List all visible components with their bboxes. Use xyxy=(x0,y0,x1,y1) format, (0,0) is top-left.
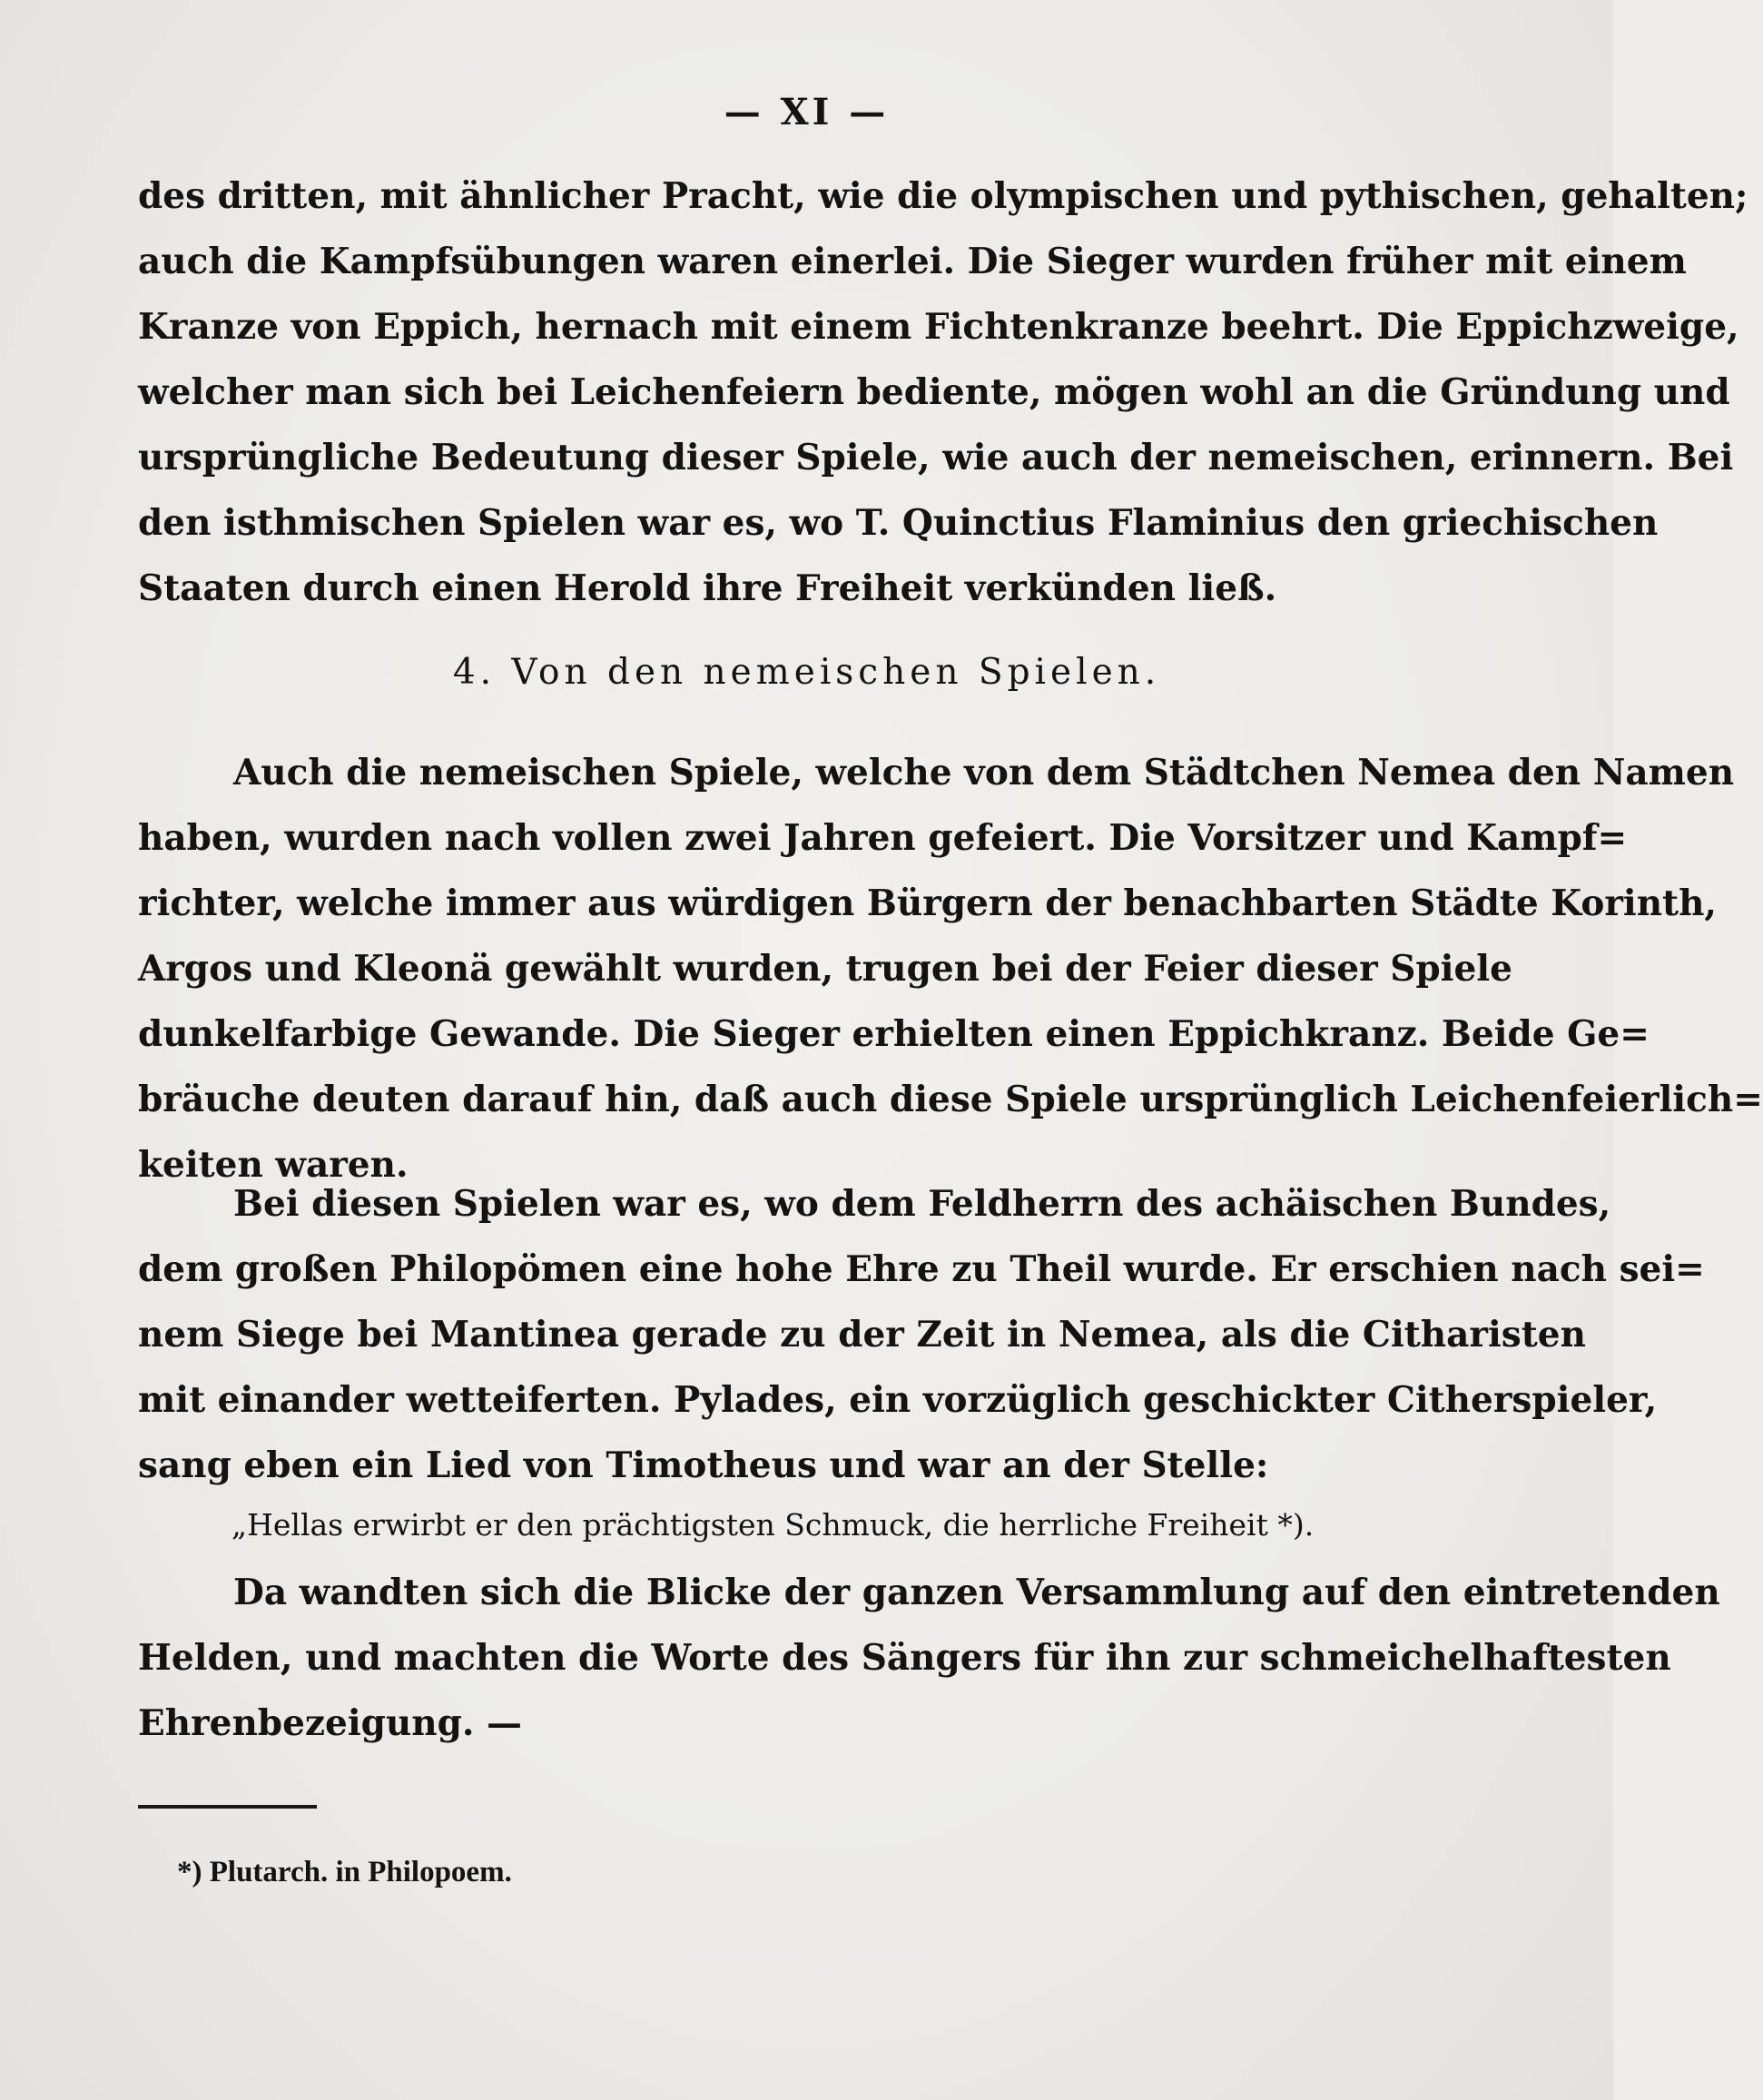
text-line: Auch die nemeischen Spiele, welche von dem Städtchen Nemea den Namen xyxy=(233,752,1735,794)
text-line: dunkelfarbige Gewande. Die Sieger erhielten einen Eppichkranz. Beide Ge= xyxy=(138,1013,1650,1055)
text-line: dem großen Philopömen eine hohe Ehre zu Theil wurde. Er erschien nach sei= xyxy=(138,1248,1705,1290)
text-line: den isthmischen Spielen war es, wo T. Quinctius Flaminius den griechischen xyxy=(138,502,1659,544)
paragraph-4 xyxy=(138,1560,1720,1756)
text-line: des dritten, mit ähnlicher Pracht, wie die olympischen und pythischen, gehalten; xyxy=(138,175,1748,217)
text-line: mit einander wetteiferten. Pylades, ein vorzüglich geschickter Citherspieler, xyxy=(138,1379,1658,1421)
verse-quote: „Hellas erwirbt er den prächtigsten Schmuck, die herrliche Freiheit *). xyxy=(231,1507,1315,1543)
paragraph-1 xyxy=(138,163,1748,621)
page-number: — XI — xyxy=(724,91,890,133)
text-line: welcher man sich bei Leichenfeiern bediente, mögen wohl an die Gründung und xyxy=(138,371,1730,413)
text-line: Da wandten sich die Blicke der ganzen Versammlung auf den eintretenden xyxy=(233,1572,1720,1613)
text-line: Kranze von Eppich, hernach mit einem Fichtenkranze beehrt. Die Eppichzweige, xyxy=(138,306,1739,348)
text-line: ursprüngliche Bedeutung dieser Spiele, wie auch der nemeischen, erinnern. Bei xyxy=(138,437,1734,478)
paragraph-2 xyxy=(138,740,1763,1198)
text-line: Staaten durch einen Herold ihre Freiheit verkünden ließ. xyxy=(138,567,1277,609)
text-line: Argos und Kleonä gewählt wurden, trugen bei der Feier dieser Spiele xyxy=(138,948,1512,990)
section-heading: 4. Von den nemeischen Spielen. xyxy=(452,652,1161,693)
text-line: Bei diesen Spielen war es, wo dem Feldherrn des achäischen Bundes, xyxy=(233,1183,1611,1225)
footnote-rule xyxy=(138,1805,317,1809)
text-line: nem Siege bei Mantinea gerade zu der Zeit in Nemea, als die Citharisten xyxy=(138,1314,1586,1356)
text-line: sang eben ein Lied von Timotheus und war an der Stelle: xyxy=(138,1444,1269,1486)
text-line: keiten waren. xyxy=(138,1144,409,1186)
text-line: bräuche deuten darauf hin, daß auch diese Spiele ursprünglich Leichenfeierlich= xyxy=(138,1079,1763,1120)
text-line: haben, wurden nach vollen zwei Jahren gefeiert. Die Vorsitzer und Kampf= xyxy=(138,817,1628,859)
text-line: richter, welche immer aus würdigen Bürgern der benachbarten Städte Korinth, xyxy=(138,882,1718,924)
paragraph-3 xyxy=(138,1171,1705,1498)
text-line: auch die Kampfsübungen waren einerlei. Die Sieger wurden früher mit einem xyxy=(138,241,1687,282)
text-line: Ehrenbezeigung. — xyxy=(138,1702,523,1744)
footnote: *) Plutarch. in Philopoem. xyxy=(177,1856,512,1888)
text-line: Helden, und machten die Worte des Sängers für ihn zur schmeichelhaftesten xyxy=(138,1637,1671,1679)
